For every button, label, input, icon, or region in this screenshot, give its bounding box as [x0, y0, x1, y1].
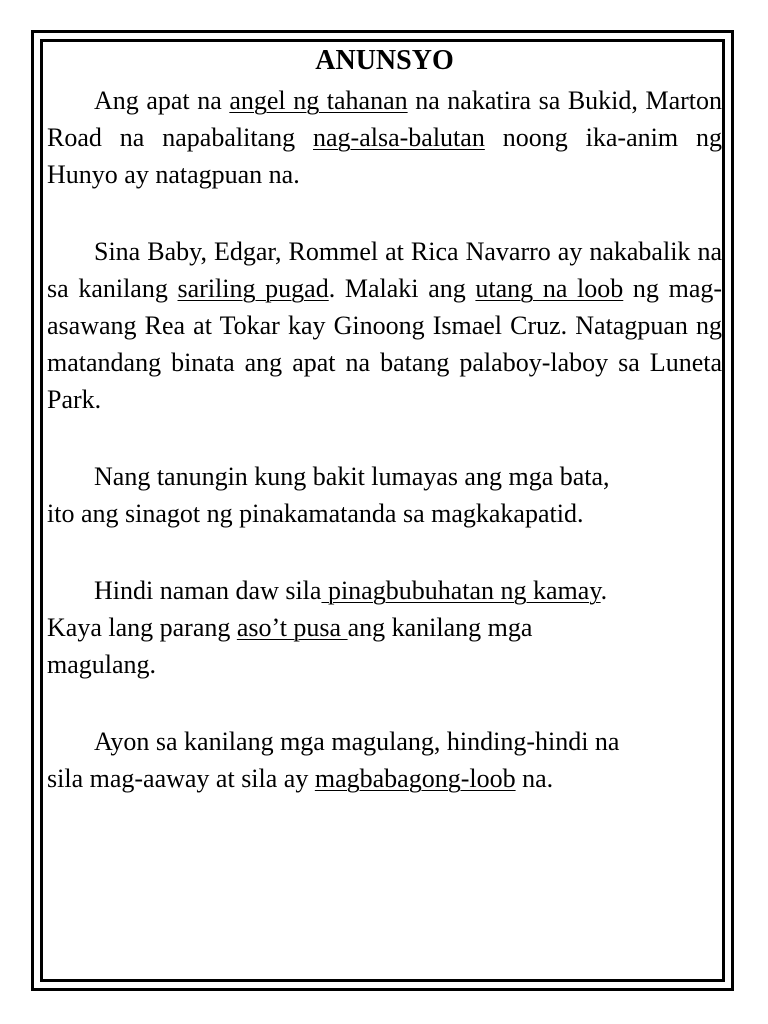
p3-line-1: Nang tanungin kung bakit lumayas ang mga bata, [94, 462, 610, 491]
p1-text-1: Ang apat na [94, 86, 230, 115]
announcement-content [47, 44, 722, 797]
paragraph-1 [47, 82, 722, 193]
p1-text-3: noong ika-anim ng Hunyo ay natagpuan na. [47, 123, 722, 189]
document-title: ANUNSYO [315, 45, 454, 76]
p4-underlined-pinagbubuhatan-ng-kamay: pinagbubuhatan ng kamay [321, 576, 601, 605]
p1-underlined-angel-ng-tahanan: angel ng tahanan [229, 86, 408, 115]
p4-text-4: ang kanilang mga [347, 613, 533, 642]
paragraph-3 [47, 458, 722, 532]
p4-text-1: Hindi naman daw sila [94, 576, 322, 605]
p5-text-1: sila mag-aaway at sila ay [47, 764, 315, 793]
p5-line-1: Ayon sa kanilang mga magulang, hinding-hindi na [94, 727, 620, 756]
p4-text-3: Kaya lang parang [47, 613, 237, 642]
p2-text-1: Sina Baby, Edgar, Rommel at Rica Navarro ay nakabalik na sa kanilang [47, 237, 722, 303]
p2-text-3: ng mag-asawang Rea at Tokar kay Ginoong Ismael Cruz. Natagpuan ng matandang binata ang apat na batang palaboy-laboy sa Luneta Park. [47, 274, 723, 414]
p2-underlined-sariling-pugad: sariling pugad [177, 274, 329, 303]
p5-underlined-magbabagong-loob: magbabagong-loob [314, 764, 516, 793]
p1-text-2: na nakatira sa Bukid, Marton Road na napabalitang [47, 86, 722, 152]
p3-line-2: ito ang sinagot ng pinakamatanda sa magkakapatid. [47, 499, 584, 528]
p4-text-2: . [600, 576, 608, 605]
paragraph-5 [47, 723, 722, 797]
paragraph-4 [47, 572, 722, 683]
p5-line-2 [0, 760, 553, 797]
p4-text-5: magulang. [47, 650, 157, 679]
p5-text-2: na. [515, 764, 554, 793]
p1-underlined-nag-alsa-balutan: nag-alsa-balutan [313, 123, 485, 152]
p4-underlined-aso-t-pusa: aso’t pusa [236, 613, 348, 642]
paragraph-2 [47, 233, 722, 418]
p2-text-2: . Malaki ang [328, 274, 476, 303]
p2-underlined-utang-na-loob: utang na loob [475, 274, 624, 303]
p4-line-2 [0, 609, 532, 646]
